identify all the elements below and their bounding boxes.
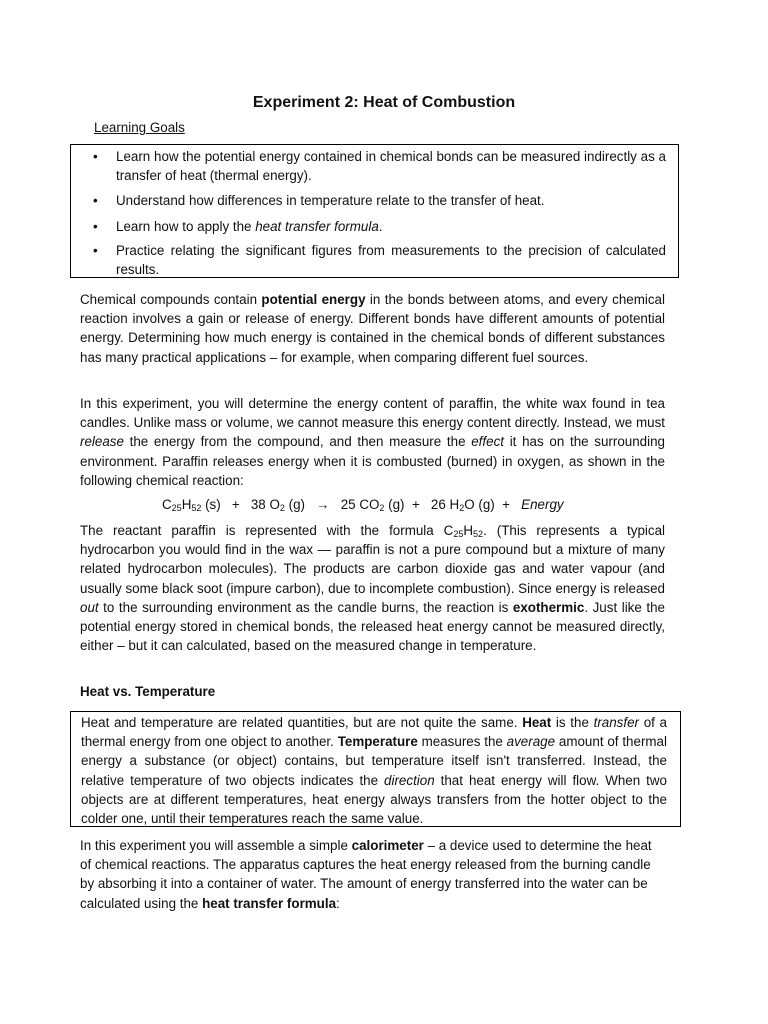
reactant-paragraph: The reactant paraffin is represented with the formula $C_{25}H_{52}$. (This represents a typical hydrocarbon you would find in the wax — paraffin is not a pure compound but a mixture of many related hydrocarbon molecules). The products are carbon dioxide gas and water vapour (and usually some black soot (impure carbon), due to incomplete combustion). Since energy is released out to the surrounding environment as the candle burns, the reaction is exothermic. Just like the potential energy stored in chemical bonds, the released heat energy cannot be measured directly, either – but it can calculated, based on the measured change in temperature.	[80, 523, 666, 654]
bullet-icon: •	[93, 243, 98, 258]
page-title: Experiment 2: Heat of Combustion	[252, 94, 516, 111]
learning-goal-text: Understand how differences in temperature relate to the transfer of heat.	[116, 193, 545, 208]
combustion-equation: $C_{25}H_{52}$ (s) + 38 $O_2$ (g) → 25 $CO_2$ (g) + 26 $H_2O$ (g) + Energy	[162, 497, 564, 513]
calorimeter-paragraph: In this experiment you will assemble a simple calorimeter – a device used to determine the heat of chemical reactions. The apparatus captures the heat energy released from the burning candle by absorbing it into a container of water. The amount of energy transferred into the water can be calculated using the heat transfer formula:	[80, 838, 652, 911]
learning-goals-box	[70, 144, 679, 278]
heat-vs-temperature-heading: Heat vs. Temperature	[80, 684, 216, 699]
learning-goal-text: Practice relating the significant figures from measurements to the precision of calculated results.	[116, 243, 666, 277]
learning-goals-heading: Learning Goals	[94, 120, 185, 135]
intro-paragraph: Chemical compounds contain potential energy in the bonds between atoms, and every chemical reaction involves a gain or release of energy. Different bonds have different amounts of potential energy. Determining how much energy is contained in the chemical bonds of different substances has many practical applications – for example, when comparing different fuel sources.	[80, 292, 665, 365]
bullet-icon: •	[93, 219, 98, 234]
bullet-icon: •	[93, 149, 98, 164]
heat-definition-paragraph: Heat and temperature are related quantities, but are not quite the same. Heat is the transfer of a thermal energy from one object to another. Temperature measures the average amount of thermal energy a substance (or object) contains, but temperature itself isn't transferred. Instead, the relative temperature of two objects indicates the direction that heat energy will flow. When two objects are at different temperatures, heat energy always transfers from the hotter object to the colder one, until their temperatures reach the same value.	[81, 715, 668, 827]
bullet-icon: •	[93, 193, 98, 208]
experiment-paragraph: In this experiment, you will determine the energy content of paraffin, the white wax found in tea candles. Unlike mass or volume, we cannot measure this energy content directly. Instead, we must release the energy from the compound, and then measure the effect it has on the surrounding environment. Paraffin releases energy when it is combusted (burned) in oxygen, as shown in the following chemical reaction:	[80, 396, 666, 488]
learning-goal-text: Learn how the potential energy contained in chemical bonds can be measured indirectly as a transfer of heat (thermal energy).	[116, 149, 666, 183]
learning-goal-text: Learn how to apply the heat transfer formula.	[116, 219, 383, 234]
heat-vs-temperature-box	[70, 711, 681, 827]
